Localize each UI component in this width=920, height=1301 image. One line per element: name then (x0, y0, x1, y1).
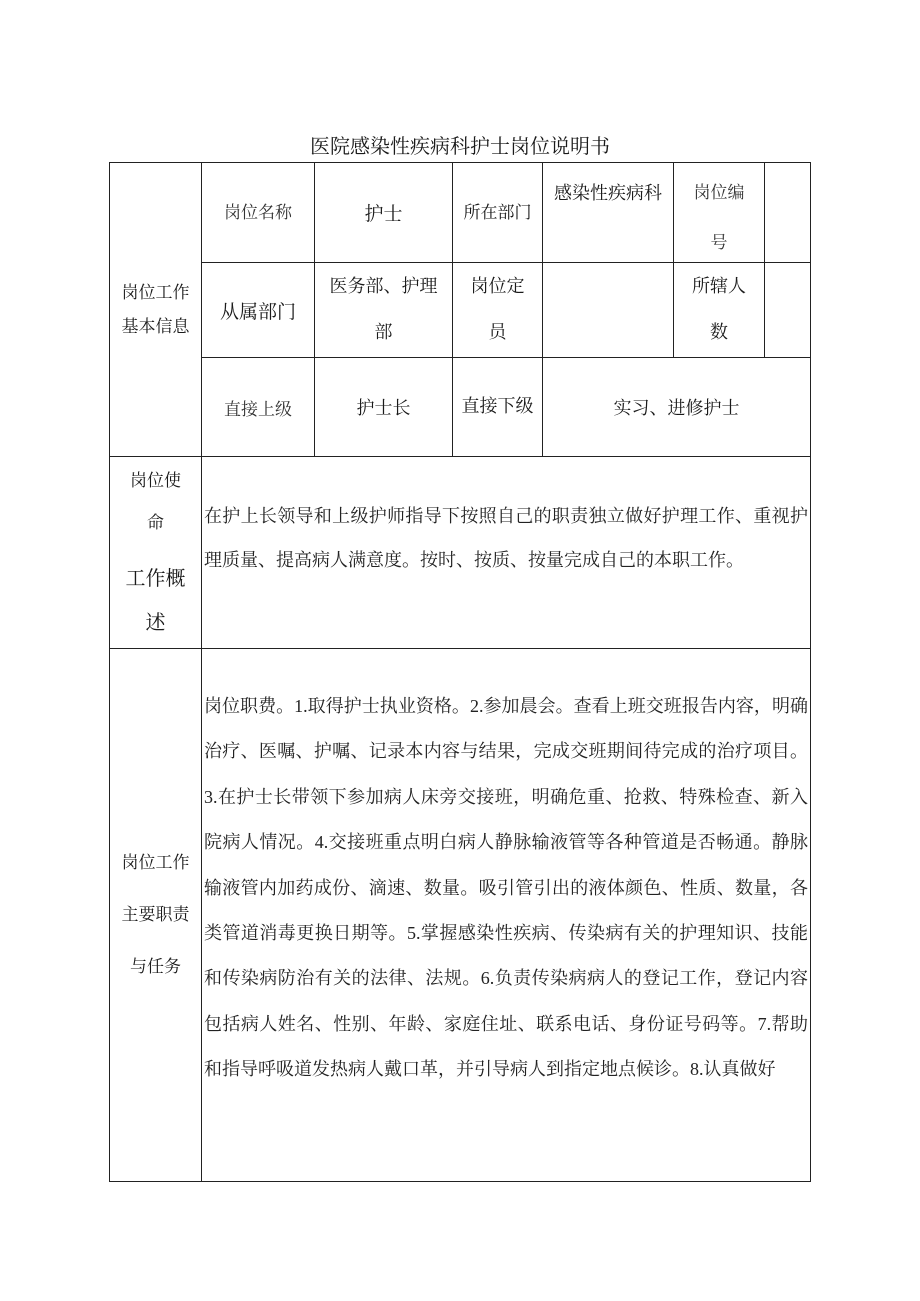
staff-count-label: 所辖人数 (692, 276, 746, 343)
mission-label: 岗位使命 (130, 471, 181, 533)
mission-text: 在护上长领导和上级护师指导下按照自己的职责独立做好护理工作、重视护理质量、提高病人满意度。按时、按质、按量完成自己的本职工作。 (204, 506, 808, 570)
overview-label: 工作概述 (125, 566, 186, 634)
duties-text: 岗位职费。1.取得护士执业资格。2.参加晨会。查看上班交班报告内容，明确治疗、医嘱、护嘱、记录本内容与结果，完成交班期间待完成的治疗项目。3.在护士长带领下参加病人床旁交接班，明确危重、抢救、特殊检查、新入院病人情况。4.交接班重点明白病人静脉输液管等各种管道是否畅通。静脉输液管内加药成份、滴速、数量。吸引管引出的液体颜色、性质、数量，各类管道消毒更换日期等。5.掌握感染性疾病、传染病有关的护理知识、技能和传染病防治有关的法律、法规。6.负责传染病病人的登记工作，登记内容包括病人姓名、性别、年龄、家庭住址、联系电话、身份证号码等。7.帮助和指导呼吸道发热病人戴口革，并引导病人到指定地点候诊。8.认真做好 (204, 696, 808, 1080)
duties-label: 岗位工作主要职责与任务 (121, 853, 190, 977)
quota-label: 岗位定员 (470, 276, 525, 343)
post-name-label: 岗位名称 (224, 202, 292, 223)
subordinate-dept-label: 从属部门 (219, 300, 296, 323)
post-no-label: 岗位编号 (693, 183, 745, 253)
subordinate-dept-value: 医务部、护理部 (329, 276, 438, 343)
staff-count-value (765, 263, 810, 357)
document-title: 医院感染性疾病科护士岗位说明书 (310, 134, 610, 158)
superior-value: 护士长 (356, 398, 411, 419)
direct-subordinate-label: 直接下级 (461, 396, 534, 417)
quota-value (543, 263, 673, 357)
basic-info-label: 岗位工作基本信息 (121, 282, 190, 337)
dept-label: 所在部门 (463, 202, 532, 223)
superior-label: 直接上级 (224, 399, 292, 420)
post-no-value (765, 163, 810, 262)
direct-subordinate-value: 实习、进修护士 (613, 398, 740, 419)
dept-value: 感染性疾病科 (554, 183, 662, 204)
post-name-value: 护士 (364, 203, 403, 225)
